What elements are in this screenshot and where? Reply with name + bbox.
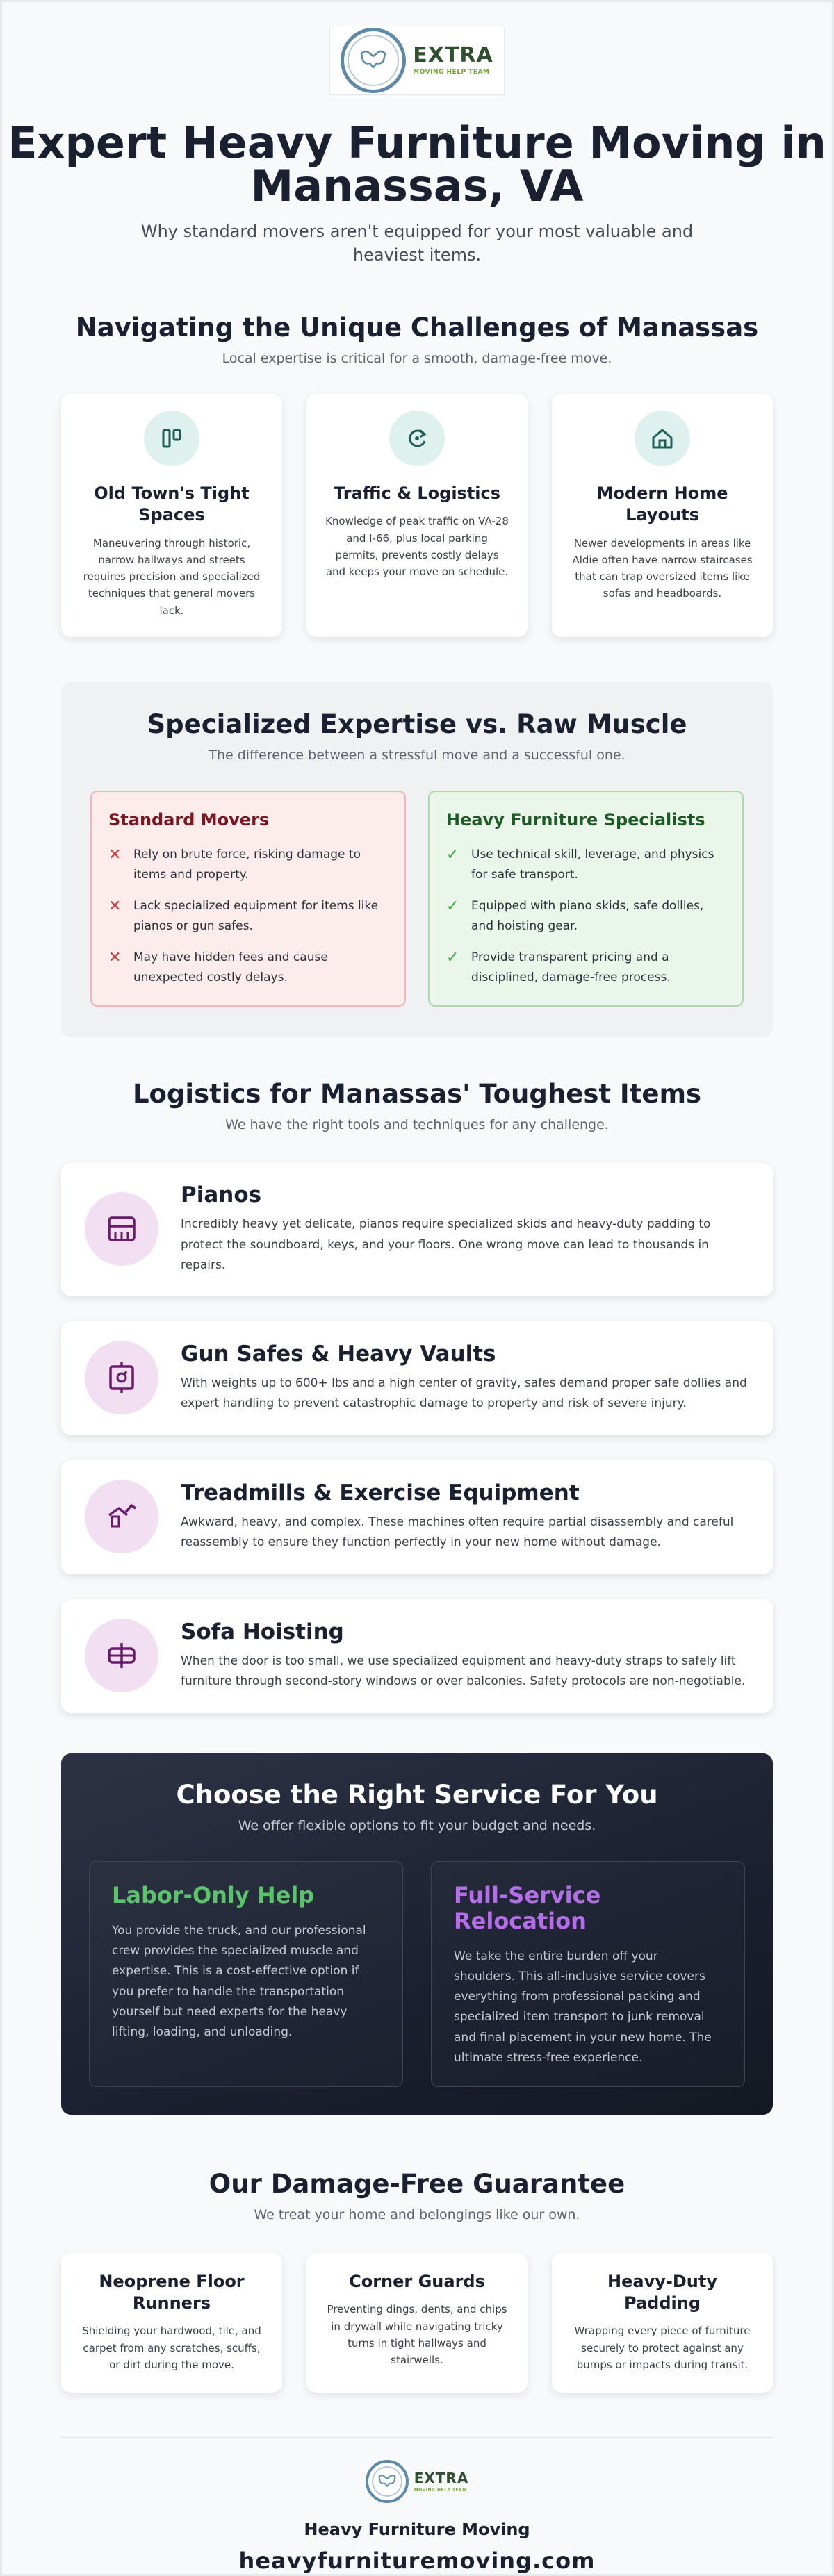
piano-icon [85,1192,158,1266]
guarantee-card-text: Preventing dings, dents, and chips in drywall while navigating tricky turns in tight hallways and stairwells. [327,2303,507,2367]
full-service-title: Full-Service Relocation [454,1882,601,1934]
services-subtitle: We offer flexible options to fit your budget and needs. [238,1818,596,1834]
guarantee-title: Our Damage-Free Guarantee [208,2169,626,2199]
guarantee-card-title: Heavy-Duty Padding [607,2272,717,2313]
challenge-card [552,394,773,637]
guarantee-card-text: Wrapping every piece of furniture securely to protect against any bumps or impacts during transit. [574,2325,751,2372]
columns-icon [144,411,199,466]
refresh-icon [389,411,445,466]
check-icon: ✓ [446,846,459,864]
sofa-hoist-icon [85,1619,158,1692]
logo-subtext: MOVING HELP TEAM [414,2487,467,2493]
logistics-item-text: With weights up to 600+ lbs and a high center of gravity, safes demand proper safe dollies and expert handling to prevent catastrophic damage to property and risk of severe injury. [181,1376,747,1411]
challenge-card-title: Modern Home Layouts [596,484,728,525]
logo-emblem-icon [341,28,406,93]
guarantee-section [61,2169,773,2393]
list-item: ✓ Use technical skill, leverage, and physics for safe transport. [446,845,726,885]
services-section [61,1753,773,2115]
logistics-item-title: Treadmills & Exercise Equipment [181,1480,580,1505]
comparison-section [61,682,773,1037]
logistics-subtitle: We have the right tools and techniques for any challenge. [225,1117,609,1133]
guarantee-card-text: Shielding your hardwood, tile, and carpet from any scratches, scuffs, or dirt during the move. [82,2325,261,2372]
logistics-title: Logistics for Manassas' Toughest Items [132,1079,702,1109]
page-title: Expert Heavy Furniture Moving in Manassas, VA [8,117,826,211]
logistics-item-text: Incredibly heavy yet delicate, pianos require specialized skids and heavy-duty padding to protect the soundboard, keys, and your floors. One wrong move can lead to thousands in repairs. [181,1217,711,1272]
logistics-item-title: Gun Safes & Heavy Vaults [181,1341,496,1367]
specialists-title: Heavy Furniture Specialists [446,810,705,830]
x-icon: ✕ [108,948,122,966]
labor-only-title: Labor-Only Help [112,1882,315,1909]
treadmill-icon [85,1480,158,1553]
logo-text: EXTRA [413,43,493,67]
logistics-section [61,1079,773,1713]
list-item: ✕ Lack specialized equipment for items like pianos or gun safes. [108,896,388,936]
logistics-item-text: When the door is too small, we use specialized equipment and heavy-duty straps to safely lift furniture through second-story windows or over balconies. Safety protocols are non-negotiable. [181,1653,746,1689]
challenge-card-text: Maneuvering through historic, narrow hallways and streets requires precision and specialized techniques that general movers lack. [83,536,261,617]
x-icon: ✕ [108,897,122,915]
check-icon: ✓ [446,948,459,966]
footer-logo[interactable] [2,2460,832,2503]
services-title: Choose the Right Service For You [176,1780,658,1810]
footer-website-link[interactable]: heavyfurnituremoving.com [238,2548,596,2575]
guarantee-card [306,2253,528,2393]
challenge-card [61,394,282,637]
logistics-item [61,1599,773,1713]
logo-subtext: MOVING HELP TEAM [413,69,490,76]
challenge-card-title: Traffic & Logistics [333,484,501,504]
check-icon: ✓ [446,897,459,915]
list-item: ✓ Provide transparent pricing and a disciplined, damage-free process. [446,948,726,988]
page-subtitle: Why standard movers aren't equipped for your most valuable and heaviest items. [140,222,694,265]
specialists-panel [428,791,744,1007]
logistics-item [61,1163,773,1296]
logistics-item-title: Pianos [181,1182,262,1208]
logistics-item [61,1321,773,1435]
labor-only-text: You provide the truck, and our professional crew provides the specialized muscle and expertise. This is a cost-effective option if you prefer to handle the transportation yourself but need experts for the heavy lifting, loading, and unloading. [112,1923,366,2040]
guarantee-card-title: Corner Guards [349,2272,485,2292]
logistics-item [61,1460,773,1574]
guarantee-subtitle: We treat your home and belongings like our own. [254,2207,580,2223]
standard-movers-panel [90,791,406,1007]
standard-movers-title: Standard Movers [108,810,270,830]
logo-text: EXTRA [414,2469,469,2486]
x-icon: ✕ [108,846,122,864]
challenges-section [61,313,773,637]
challenge-card-text: Knowledge of peak traffic on VA-28 and I-66, plus local parking permits, prevents costly delays and keeps your move on schedule. [325,515,509,579]
guarantee-card-title: Neoprene Floor Runners [99,2272,245,2313]
logistics-item-title: Sofa Hoisting [181,1619,344,1644]
logistics-item-text: Awkward, heavy, and complex. These machines often require partial disassembly and careful reassembly to ensure they function perfectly in your new home without damage. [181,1514,734,1550]
footer-company-name: Heavy Furniture Moving [304,2520,530,2540]
header-logo[interactable] [329,26,505,95]
challenges-subtitle: Local expertise is critical for a smooth, damage-free move. [222,351,612,367]
list-item: ✕ Rely on brute force, risking damage to items and property. [108,845,388,885]
challenge-card-text: Newer developments in areas like Aldie often have narrow staircases that can trap oversized items like sofas and headboards. [572,536,753,600]
comparison-title: Specialized Expertise vs. Raw Muscle [147,709,687,740]
logo-emblem-icon [366,2460,409,2503]
full-service-card [431,1861,745,2087]
labor-only-card [89,1861,403,2087]
safe-icon [85,1341,158,1414]
comparison-subtitle: The difference between a stressful move and a successful one. [208,748,626,763]
guarantee-card [61,2253,282,2393]
challenge-card-title: Old Town's Tight Spaces [94,484,250,525]
list-item: ✓ Equipped with piano skids, safe dollies, and hoisting gear. [446,896,726,936]
guarantee-card [552,2253,773,2393]
full-service-text: We take the entire burden off your shoulders. This all-inclusive service covers everything from professional packing and specialized item transport to junk removal and final placement in your new home. The ultimate stress-free experience. [454,1949,712,2065]
page [2,2,832,2574]
challenge-card [306,394,528,637]
home-icon [635,411,690,466]
list-item: ✕ May have hidden fees and cause unexpected costly delays. [108,948,388,988]
footer-divider [61,2437,773,2438]
challenges-title: Navigating the Unique Challenges of Manassas [75,313,759,343]
